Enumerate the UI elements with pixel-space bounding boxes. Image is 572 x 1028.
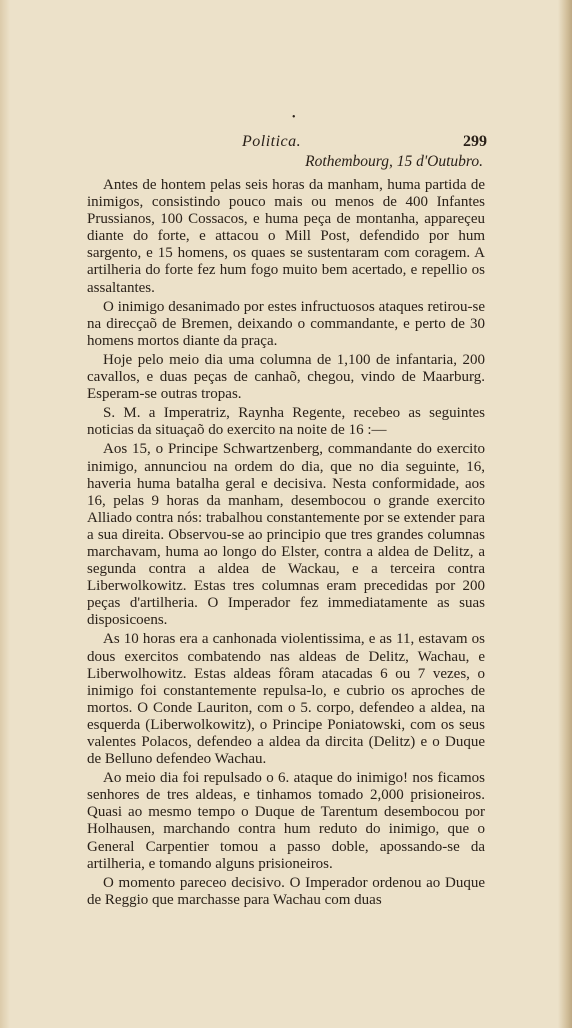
header-ornament: • (292, 112, 296, 123)
paragraph: Ao meio dia foi repulsado o 6. ataque do inimigo! nos ficamos senhores de tres aldeas, e tinhamos tomado 2,000 prisioneiros. Quasi ao mesmo tempo o Duque de Tarentum desembocou por Holhausen, marchando contra hum reduto do inimigo, que o General Carpentier tomou a passo doble, apossando-se da artilheria, e tomando alguns prisioneiros. (87, 770, 485, 872)
paragraph: Antes de hontem pelas seis horas da manham, huma partida de inimigos, consistindo pouco mais ou menos de 400 Infantes Prussianos, 100 Cossacos, e huma peça de montanha, appareçeu diante do forte, e attacou o Mill Post, defendido por hum sargento, e 15 homens, os quaes se sustentaram com coragem. A artilheria do forte fez hum fogo muito bem acertado, e repellio os assaltantes. (87, 177, 485, 296)
paragraph: As 10 horas era a canhonada violentissima, e as 11, estavam os dous exercitos combatendo nas aldeas de Delitz, Wachau, e Liberwolhowitz. Estas aldeas fôram atacadas 6 ou 7 vezes, o inimigo foi constantemente repulsa-lo, e cubrio os aproches de mortos. O Conde Lauriton, com o 5. corpo, defendeo a aldea, na esquerda (Liberwolkowitz), o Principe Poniatowski, com os seus valentes Polacos, defendeo a aldea da dircita (Delitz) e o Duque de Belluno defendeo Wachau. (87, 631, 485, 768)
dateline: Rothembourg, 15 d'Outubro. (305, 153, 483, 170)
paragraph: S. M. a Imperatriz, Raynha Regente, recebeo as seguintes noticias da situaçaõ do exercito na noite de 16 :— (87, 405, 485, 439)
running-header (87, 108, 485, 148)
paragraph: O inimigo desanimado por estes infructuosos ataques retirou-se na direcçaõ de Bremen, deixando o commandante, e perto de 30 homens mortos diante da praça. (87, 298, 485, 349)
page-edge-left (0, 0, 10, 1028)
running-title: Politica. (242, 133, 302, 150)
page-number: 299 (463, 133, 487, 150)
paragraph: O momento pareceo decisivo. O Imperador ordenou ao Duque de Reggio que marchasse para Wachau com duas (87, 874, 485, 908)
paragraph: Hoje pelo meio dia uma columna de 1,100 de infantaria, 200 cavallos, e duas peças de canhaõ, chegou, vindo de Maarburg. Esperam-se outras tropas. (87, 351, 485, 403)
page-edge-right (558, 0, 572, 1028)
paragraph: Aos 15, o Principe Schwartzenberg, commandante do exercito inimigo, annunciou na ordem do dia, que no dia seguinte, 16, haveria huma batalha geral e decisiva. Nesta conformidade, aos 16, pelas 9 horas da manham, desembocou o grande exercito Alliado contra nós: trabalhou constantemente por se extender para a sua direita. Observou-se ao principio que tres grandes columnas marchavam, huma ao longo do Elster, contra a aldea de Delitz, a segunda contra a aldea de Wackau, e a terceira contra Liberwolkowitz. Estas tres columnas eram precedidas por 200 peças d'artilheria. O Imperador fez immediatamente as suas disposicoens. (87, 441, 485, 629)
book-page (87, 108, 485, 911)
